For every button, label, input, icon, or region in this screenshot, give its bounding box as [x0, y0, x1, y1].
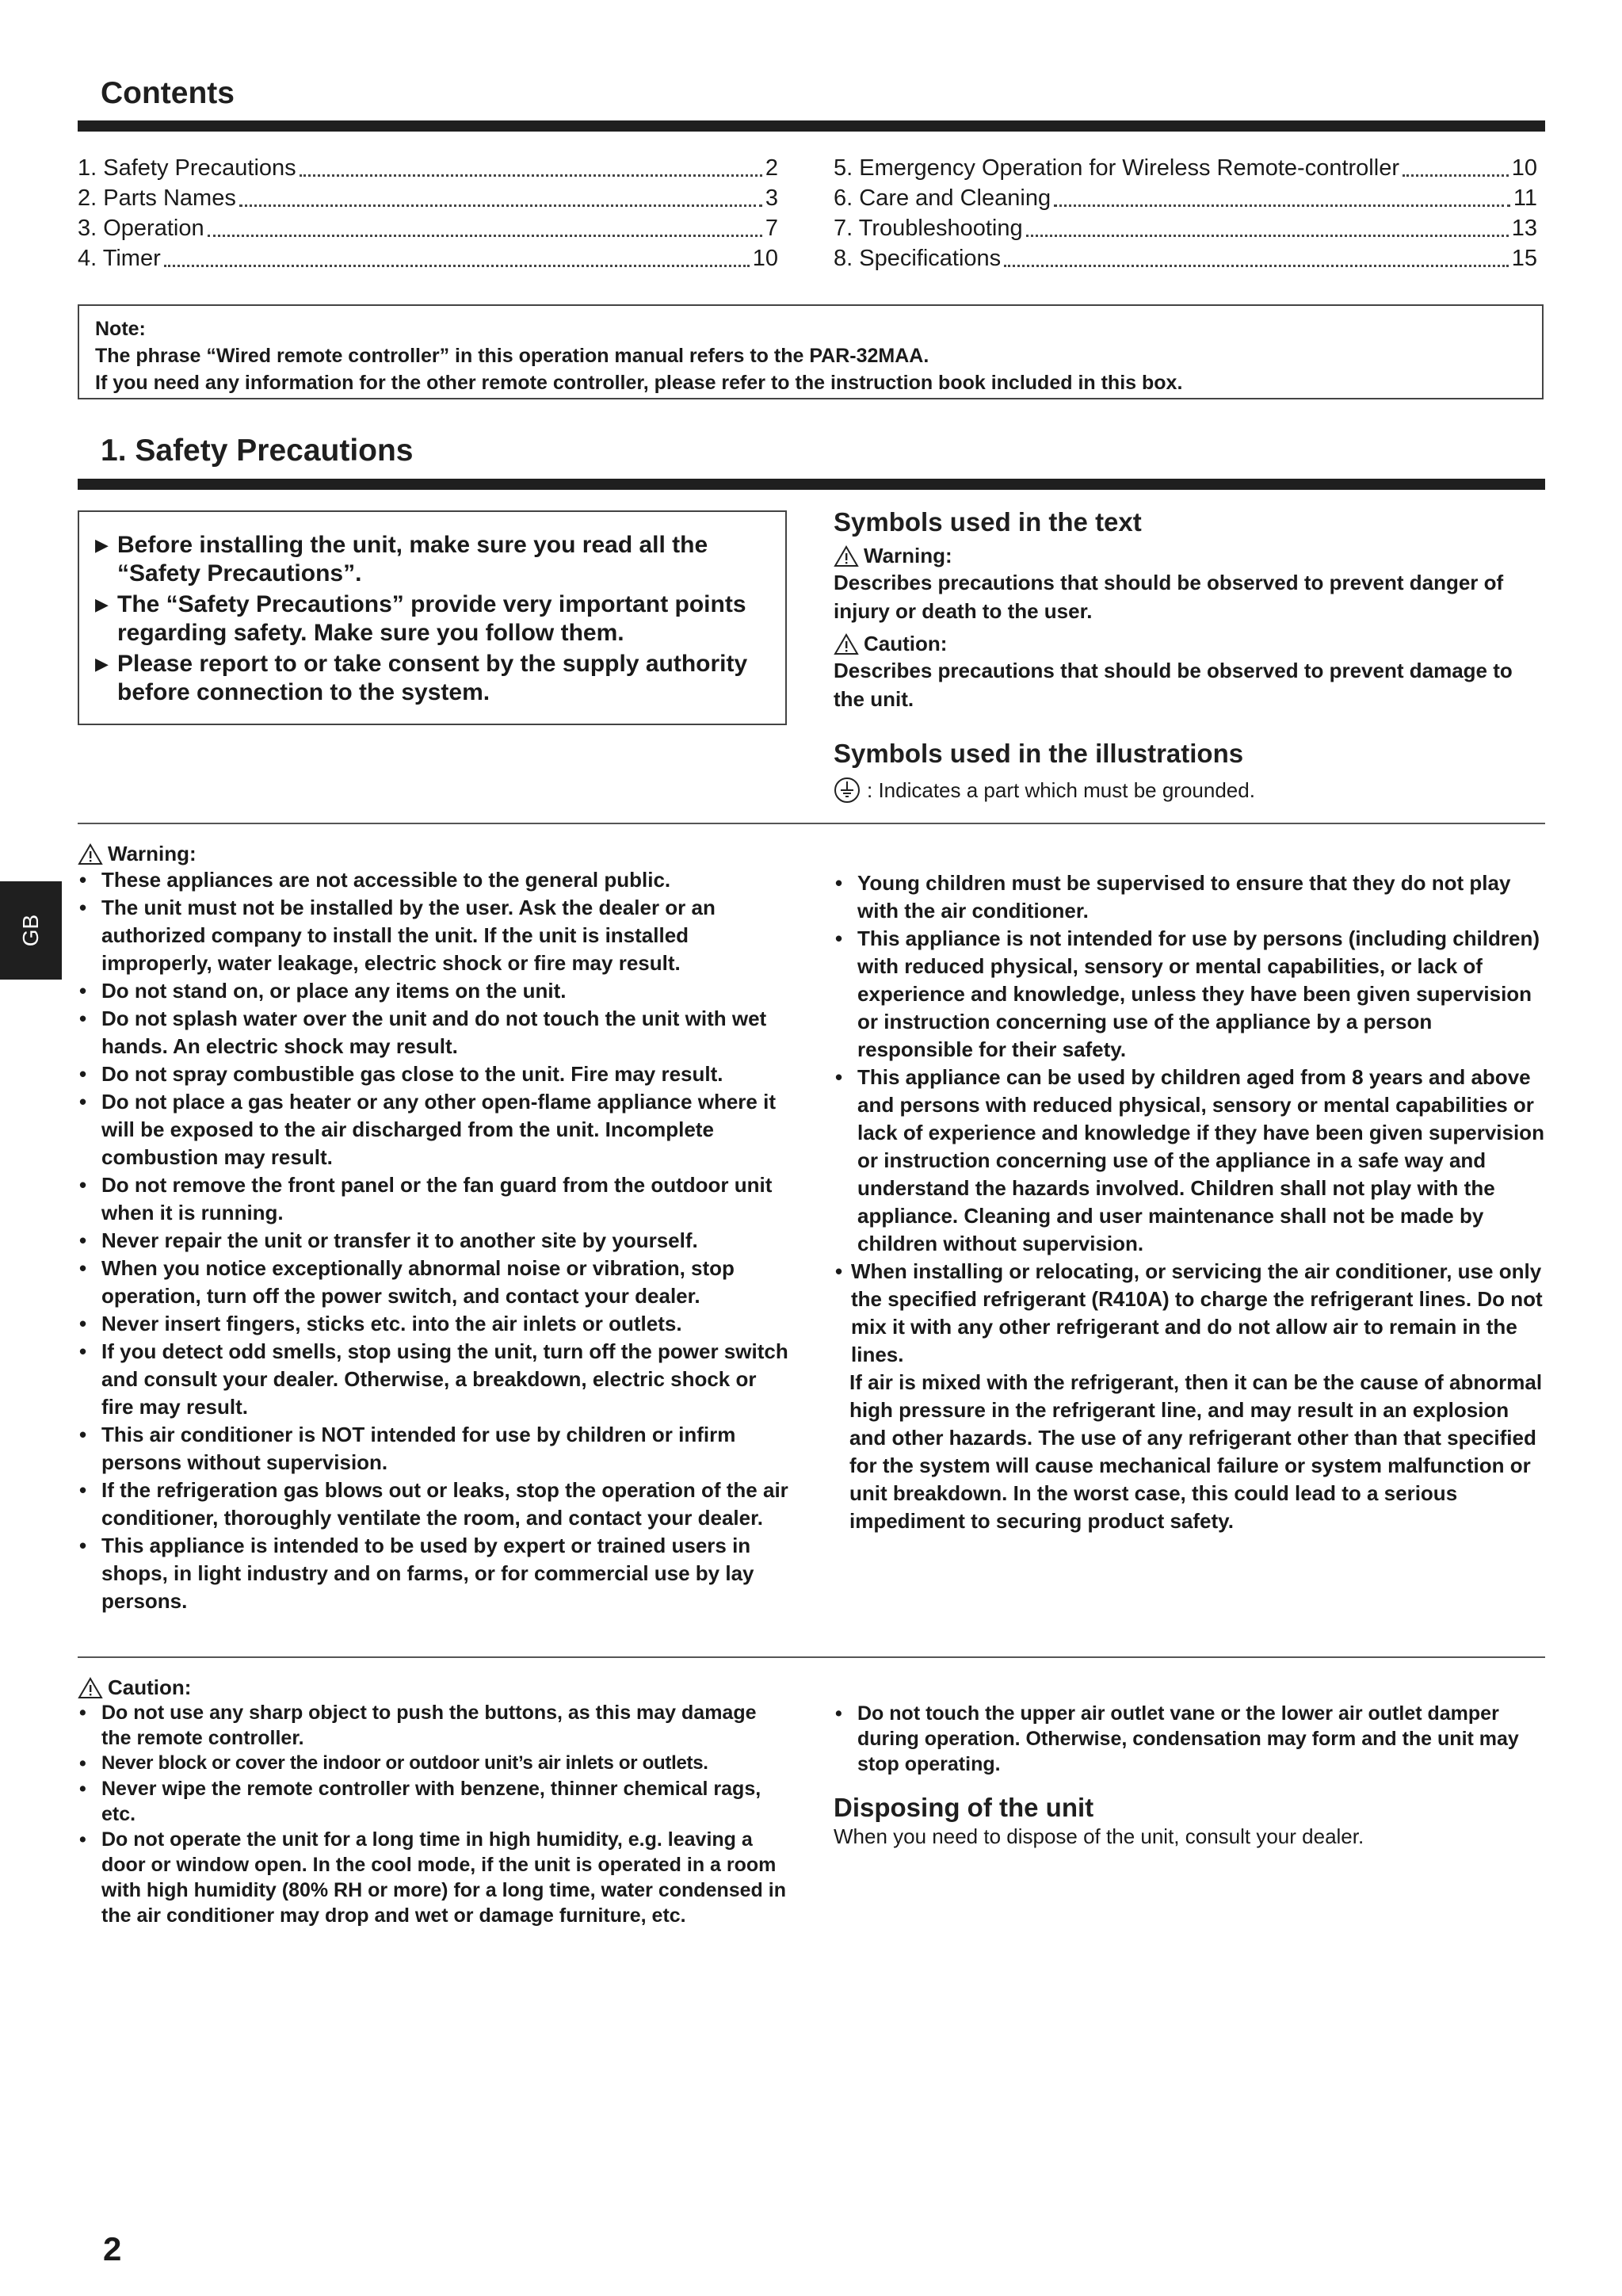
symbols-text-heading: Symbols used in the text [834, 507, 1142, 537]
toc-entry[interactable]: 8. Specifications 15 [834, 246, 1537, 271]
toc-entry[interactable]: 4. Timer 10 [78, 246, 778, 271]
warning-item: • Never insert fingers, sticks etc. into the air inlets or outlets. [79, 1312, 682, 1335]
warning-item: • Do not spray combustible gas close to the unit. Fire may result. [79, 1062, 723, 1086]
disposing-section [834, 1793, 1547, 1849]
page-number: 2 [103, 2230, 122, 2267]
toc-entry[interactable]: 5. Emergency Operation for Wireless Remote-controller 10 [834, 155, 1537, 181]
warning-item: • These appliances are not accessible to the general public. [79, 868, 671, 892]
warning-item: • Young children must be supervised to ensure that they do not play with the air conditioner. [835, 871, 1511, 923]
toc-entry[interactable]: 6. Care and Cleaning 11 [834, 185, 1537, 211]
caution-title: Caution: [108, 1675, 192, 1699]
symbols-caution-desc: Describes precautions that should be observed to prevent damage to the unit. [834, 659, 1513, 711]
disposing-text: When you need to dispose of the unit, consult your dealer. [834, 1824, 1364, 1848]
toc-entry[interactable]: 1. Safety Precautions 2 [78, 155, 778, 181]
intro-item: ▶ Please report to or take consent by the supply authority before connection to the system. [95, 651, 748, 705]
warning-item: • When installing or relocating, or servicing the air conditioner, use only the specified refrigerant (R410A) to charge the refrigerant lines. Do not mix it with any other refrigerant and do not allow air to remain in the lines. [835, 1259, 1543, 1366]
intro-item: ▶ Before installing the unit, make sure you read all the “Safety Precautions”. [95, 532, 708, 586]
note-title: Note: [95, 318, 146, 340]
warning-item: • If the refrigeration gas blows out or leaks, stop the operation of the air conditioner, thoroughly ventilate the room, and contact your dealer. [79, 1478, 788, 1530]
note-line: If you need any information for the other remote controller, please refer to the instruction book included in this box. [95, 372, 1183, 394]
caution-item: • Do not touch the upper air outlet vane or the lower air outlet damper during operation. Otherwise, condensation may form and the unit may stop operating. [835, 1702, 1519, 1775]
toc-right [834, 153, 1537, 273]
intro-box [78, 510, 787, 725]
warning-triangle-icon [78, 843, 103, 865]
warning-item: • This appliance is not intended for use by persons (including children) with reduced physical, sensory or mental capabilities, or lack of experience and knowledge, unless they have been given supervision or instruction concerning use of the appliance by a person responsible for their safety. [835, 926, 1540, 1061]
caution-item: • Never wipe the remote controller with benzene, thinner chemical rags, etc. [79, 1778, 761, 1825]
caution-right-column [834, 1701, 1547, 1777]
caution-item: • Never block or cover the indoor or outdoor unit’s air inlets or outlets. [79, 1752, 708, 1775]
triangle-bullet-icon: ▶ [95, 654, 109, 674]
warning-triangle-icon [834, 545, 859, 567]
warning-right-column [834, 869, 1547, 1535]
symbols-warning-label: Warning: [864, 544, 952, 567]
warning-item: • Do not place a gas heater or any other open-flame appliance where it will be exposed to the air discharged from the unit. Incomplete combustion may result. [79, 1090, 776, 1169]
warning-item: • This appliance is intended to be used by expert or trained users in shops, in light industry and on farms, or for commercial use by lay persons. [79, 1534, 754, 1613]
symbols-warning-desc: Describes precautions that should be observed to prevent danger of injury or death to the user. [834, 571, 1504, 623]
warning-paragraph: If air is mixed with the refrigerant, then it can be the cause of abnormal high pressure in the refrigerant line, and may result in an explosion and other hazards. The use of any refrigerant other than that specified for the system will cause mechanical failure or system malfunction or unit breakdown. In the worst case, this could lead to a serious impediment to securing product safety. [849, 1370, 1543, 1533]
warning-item: • Do not splash water over the unit and do not touch the unit with wet hands. An electric shock may result. [79, 1007, 767, 1058]
warning-triangle-icon [78, 1677, 103, 1699]
caution-item: • Do not use any sharp object to push the buttons, as this may damage the remote controller. [79, 1702, 757, 1749]
toc-entry[interactable]: 7. Troubleshooting 13 [834, 216, 1537, 241]
warning-item: • When you notice exceptionally abnormal noise or vibration, stop operation, turn off the power switch, and contact your dealer. [79, 1256, 735, 1308]
warning-item: • Never repair the unit or transfer it to another site by yourself. [79, 1228, 698, 1252]
warning-item: • If you detect odd smells, stop using the unit, turn off the power switch and consult your dealer. Otherwise, a breakdown, electric shock or fire may result. [79, 1339, 788, 1419]
triangle-bullet-icon: ▶ [95, 594, 109, 614]
warning-item: • The unit must not be installed by the user. Ask the dealer or an authorized company to install the unit. If the unit is installed improperly, water leakage, electric shock or fire may result. [79, 896, 716, 975]
warning-item: • This air conditioner is NOT intended for use by children or infirm persons without supervision. [79, 1423, 736, 1474]
symbols-text-section [834, 507, 1547, 713]
disposing-heading: Disposing of the unit [834, 1793, 1094, 1822]
toc-entry[interactable]: 3. Operation 7 [78, 216, 778, 241]
section-title: 1. Safety Precautions [101, 434, 414, 468]
warning-item: • This appliance can be used by children aged from 8 years and above and persons with reduced physical, sensory or mental capabilities or lack of experience and knowledge if they have been given supervision or instruction concerning use of the appliance in a safe way and understand the hazards involved. Children shall not play with the appliance. Cleaning and user maintenance shall not be made by children without supervision. [835, 1065, 1544, 1255]
warning-item: • Do not remove the front panel or the fan guard from the outdoor unit when it is running. [79, 1173, 773, 1224]
warning-item: • Do not stand on, or place any items on the unit. [79, 979, 567, 1003]
contents-title: Contents [101, 76, 235, 110]
divider [78, 823, 1545, 824]
ground-icon [834, 777, 861, 804]
warning-title: Warning: [108, 842, 197, 865]
triangle-bullet-icon: ▶ [95, 535, 109, 555]
toc-left [78, 153, 778, 273]
note-box [78, 304, 1544, 399]
symbols-caution-label: Caution: [864, 632, 948, 655]
intro-item: ▶ The “Safety Precautions” provide very important points regarding safety. Make sure you follow them. [95, 591, 746, 646]
contents-rule [78, 120, 1545, 132]
toc-entry[interactable]: 2. Parts Names 3 [78, 185, 778, 211]
warning-left-column [78, 842, 791, 1615]
caution-left-column [78, 1675, 791, 1928]
section-rule [78, 479, 1545, 490]
symbols-illustrations-heading: Symbols used in the illustrations [834, 739, 1244, 768]
warning-triangle-icon [834, 633, 859, 655]
note-line: The phrase “Wired remote controller” in this operation manual refers to the PAR-32MAA. [95, 345, 929, 367]
divider [78, 1656, 1545, 1658]
ground-description: : Indicates a part which must be grounded. [867, 777, 1255, 802]
language-tab[interactable]: GB [0, 881, 62, 980]
symbols-illustrations-section [834, 739, 1547, 804]
caution-item: • Do not operate the unit for a long time in high humidity, e.g. leaving a door or window open. In the cool mode, if the unit is operated in a room with high humidity (80% RH or more) for a long time, water condensed in the air conditioner may drop and wet or damage furniture, etc. [79, 1828, 786, 1927]
